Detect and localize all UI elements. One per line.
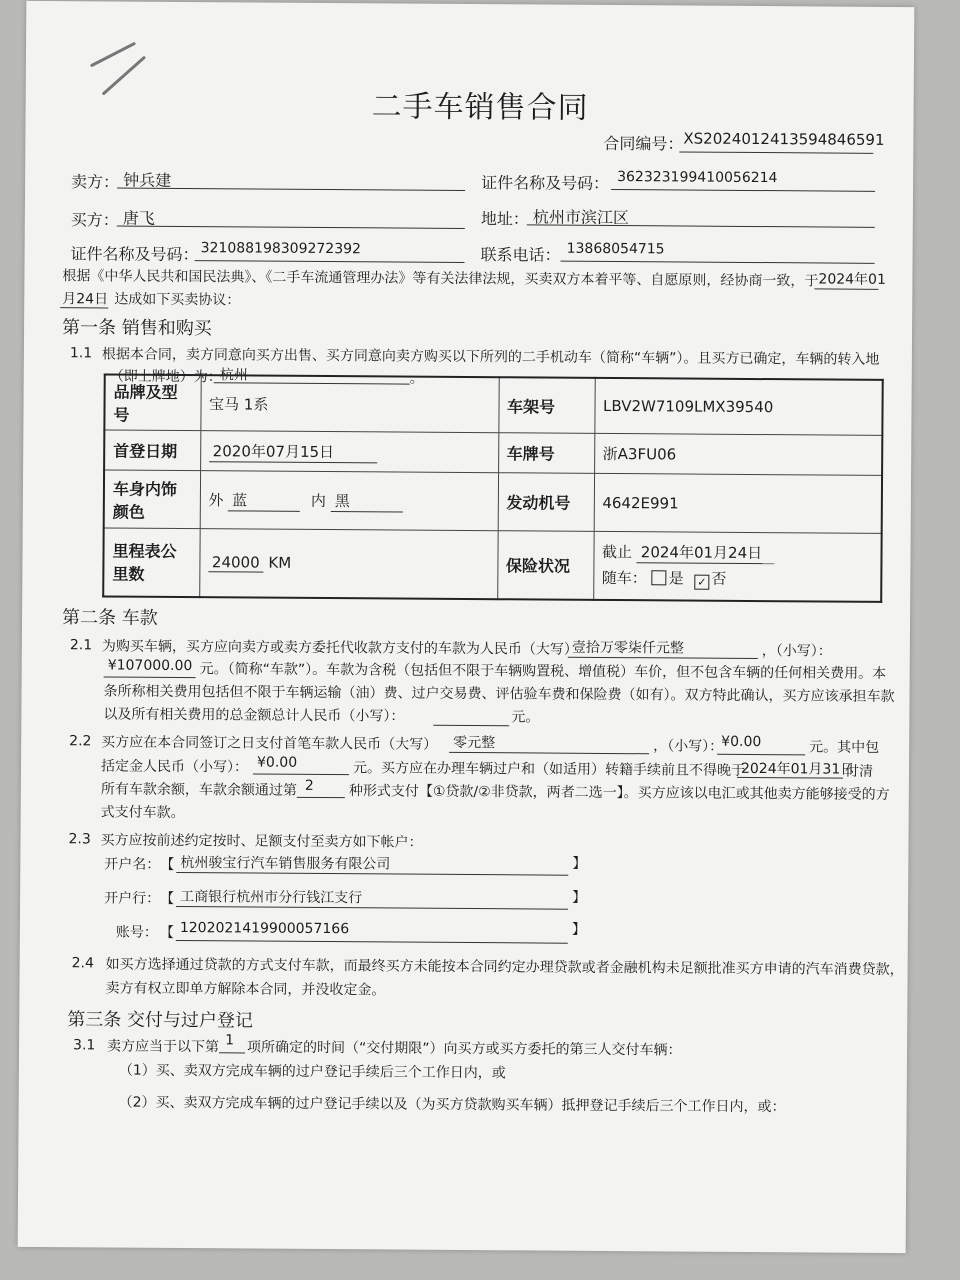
clause-2-1-line-4-end: 元。 xyxy=(511,709,540,726)
clause-3-1-number: 3.1 xyxy=(73,1037,96,1054)
account-no: 1202021419900057166 xyxy=(179,920,350,938)
contract-title: 二手车销售合同 xyxy=(371,89,589,126)
article-2-heading: 第二条 车款 xyxy=(61,607,158,629)
reg-date-label: 首登日期 xyxy=(104,430,200,471)
clause-2-1-number: 2.1 xyxy=(69,637,93,654)
bank-name: 工商银行杭州市分行钱江支行 xyxy=(180,889,363,907)
first-payment-uppercase: 零元整 xyxy=(453,734,496,752)
buyer-address-label: 地址： xyxy=(480,209,529,229)
insurance-label: 保险状况 xyxy=(497,531,593,600)
brand-value: 宝马 1系 xyxy=(200,375,498,433)
payment-deadline: 2024年01月31日 xyxy=(740,760,855,778)
clause-3-1-text-b: 项所确定的时间（“交付期限”）向买方或买方委托的第三人交付车辆： xyxy=(247,1039,682,1059)
vin-label: 车架号 xyxy=(498,377,594,433)
bracket-close-3: 】 xyxy=(571,921,586,938)
bank-label: 开户行： xyxy=(104,890,161,907)
clause-2-1-line-1: 为购买车辆，买方应向卖方或卖方委托代收款方支付的车款为人民币（大写） xyxy=(101,638,578,658)
yes-label: 是 xyxy=(668,569,684,588)
clause-2-4-number: 2.4 xyxy=(71,955,94,972)
clause-2-2-line-2: 括定金人民币（小写）： xyxy=(100,758,249,776)
pen-stroke-mark xyxy=(86,37,156,107)
mileage-unit: KM xyxy=(268,553,292,572)
no-checkbox-checked[interactable]: ✓ xyxy=(694,575,709,590)
vehicle-info-table xyxy=(102,373,884,602)
reg-date-cell xyxy=(200,431,498,473)
first-payment-numeric: ¥0.00 xyxy=(721,733,762,751)
clause-2-1-line-2: 元。（简称“车款”）。车款为含税（包括但不限于车辆购置税、增值税）车价，但不包含车辆的任何相关费用。本 xyxy=(199,661,887,682)
clause-2-1-line-4: 以及所有相关费用的总金额总计人民币（小写）： xyxy=(103,706,405,725)
intro-text-2: 达成如下买卖协议： xyxy=(114,291,241,309)
article-3-heading: 第三条 交付与过户登记 xyxy=(67,1009,254,1032)
engine-label: 发动机号 xyxy=(498,473,594,532)
article-1-heading: 第一条 销售和购买 xyxy=(62,317,212,340)
insurance-until-date: 2024年01月24日 xyxy=(637,541,775,564)
contract-no-value: XS20240124135948465​91 xyxy=(683,129,885,149)
vin-value: LBV2W7109LMX39540 xyxy=(594,378,882,436)
bracket-close-2: 】 xyxy=(572,889,587,906)
seller-name: 钟兵建 xyxy=(123,170,172,190)
clause-2-2-small-label: ，（小写）： xyxy=(653,738,724,755)
account-name: 杭州骏宝行汽车销售服务有限公司 xyxy=(180,855,391,873)
buyer-id-value: 321088198309272392 xyxy=(200,240,362,258)
clause-2-2-line-2b: 元。买方应在办理车辆过户和（如适用）转籍手续前且不得晚于 xyxy=(352,760,746,779)
mileage-value: 24000 xyxy=(208,553,264,572)
clause-2-3-text: 买方应按前述约定按时、足额支付至卖方如下帐户： xyxy=(100,832,423,851)
seller-id-label: 证件名称及号码： xyxy=(481,173,610,193)
clause-1-1-number: 1.1 xyxy=(69,345,93,362)
clause-2-2-line-1: 买方应在本合同签订之日支付首笔车款人民币（大写） xyxy=(101,734,438,753)
buyer-name: 唐飞 xyxy=(122,208,155,228)
clause-2-4-line-2: 卖方有权立即单方解除本合同，并没收定金。 xyxy=(105,980,386,999)
intro-date-a: 2024年01 xyxy=(818,271,886,288)
buyer-address-value: 杭州市滨江区 xyxy=(532,207,629,228)
buyer-phone-value: 13868054715 xyxy=(566,240,665,258)
clause-1-1-end: 。 xyxy=(409,370,424,387)
buyer-phone-label: 联系电话： xyxy=(480,245,561,265)
engine-value: 4642E991 xyxy=(594,473,882,533)
clause-2-2-line-4: 式支付车款。 xyxy=(100,804,185,822)
clause-2-4-line-1: 如买方选择通过贷款的方式支付车款，而最终买方未能按本合同约定办理贷款或者金融机构未足额批准买方申请的汽车消费贷款， xyxy=(105,956,904,979)
contract-page xyxy=(18,1,915,1253)
bracket-close: 】 xyxy=(572,855,587,872)
payment-method: 2 xyxy=(304,777,314,794)
seller-label: 卖方： xyxy=(71,172,120,192)
brand-label: 品牌及型号 xyxy=(104,374,200,430)
clause-2-2-line-3: 所有车款余额，车款余额通过第 xyxy=(100,781,297,799)
buyer-id-label: 证件名称及号码： xyxy=(70,244,199,265)
bracket-open: 【 xyxy=(160,856,175,873)
clause-2-2-number: 2.2 xyxy=(69,733,92,750)
clause-3-1-option-1: （1）买、卖双方完成车辆的过户登记手续后三个工作日内，或 xyxy=(118,1062,506,1082)
insurance-cell xyxy=(593,531,881,601)
exterior-color: 蓝 xyxy=(228,489,300,512)
interior-color: 黑 xyxy=(331,490,403,513)
clause-1-1-text: 根据本合同，卖方同意向买方出售、买方同意向卖方购买以下所列的二手机动车（简称“车辆”）。且买方已确定，车辆的转入地 xyxy=(101,346,880,368)
mileage-label: 里程表公里数 xyxy=(103,528,199,597)
plate-label: 车牌号 xyxy=(498,433,594,474)
clause-1-1-text-2: （即上牌地）为： xyxy=(109,368,222,386)
color-label: 车身内饰颜色 xyxy=(104,470,200,529)
interior-label: 内 xyxy=(310,491,327,510)
with-car-label: 随车： xyxy=(601,569,647,588)
exterior-label: 外 xyxy=(208,490,224,509)
buyer-label: 买方： xyxy=(70,210,119,230)
reg-date-value: 2020年07月15日 xyxy=(209,440,377,463)
contract-no-label: 合同编号： xyxy=(603,133,684,154)
account-name-label: 开户名： xyxy=(104,856,161,873)
clause-2-1-small-label: ，（小写）： xyxy=(761,643,832,660)
delivery-option: 1 xyxy=(225,1032,235,1049)
clause-2-1-line-3: 条所称相关费用包括但不限于车辆运输（油）费、过户交易费、评估验车费和保险费（如有）。双方特此确认，买方应该承担车款 xyxy=(103,683,895,705)
bracket-open-2: 【 xyxy=(160,890,175,907)
price-uppercase: 壹拾万零柒仟元整 xyxy=(571,639,684,657)
clause-3-1-text-a: 卖方应当于以下第 xyxy=(107,1038,220,1056)
deposit-numeric: ¥0.00 xyxy=(256,754,298,771)
no-label: 否 xyxy=(711,569,727,589)
transfer-city: 杭州 xyxy=(219,367,248,384)
plate-value: 浙A3FU06 xyxy=(594,433,882,475)
clause-2-2-line-2c: 付清 xyxy=(844,763,874,780)
clause-2-2-line-1-end: 元。其中包 xyxy=(809,739,880,756)
price-numeric: ¥107000.00 xyxy=(107,657,193,675)
clause-3-1-option-2: （2）买、卖双方完成车辆的过户登记手续以及（为买方贷款购买车辆）抵押登记手续后三个工作日内，或： xyxy=(118,1094,786,1116)
bracket-open-3: 【 xyxy=(159,924,174,941)
intro-text: 根据《中华人民共和国民法典》、《二手车流通管理办法》等有关法律法规，买卖双方本着平等、自愿原则，经协商一致，于 xyxy=(62,268,819,290)
clause-2-2-line-3b: 种形式支付【①贷款/②非贷款，两者二选一】。买方应该以电汇或其他卖方能够接受的方 xyxy=(348,783,890,803)
clause-2-3-number: 2.3 xyxy=(68,831,91,848)
intro-date-b: 月24日 xyxy=(62,291,109,308)
yes-checkbox[interactable] xyxy=(652,571,667,586)
color-cell xyxy=(200,471,498,531)
seller-id-value: 362323199410056214 xyxy=(617,169,778,187)
insurance-until-label: 截止 xyxy=(601,543,633,562)
mileage-cell xyxy=(199,529,497,599)
account-no-label: 账号： xyxy=(115,924,158,941)
